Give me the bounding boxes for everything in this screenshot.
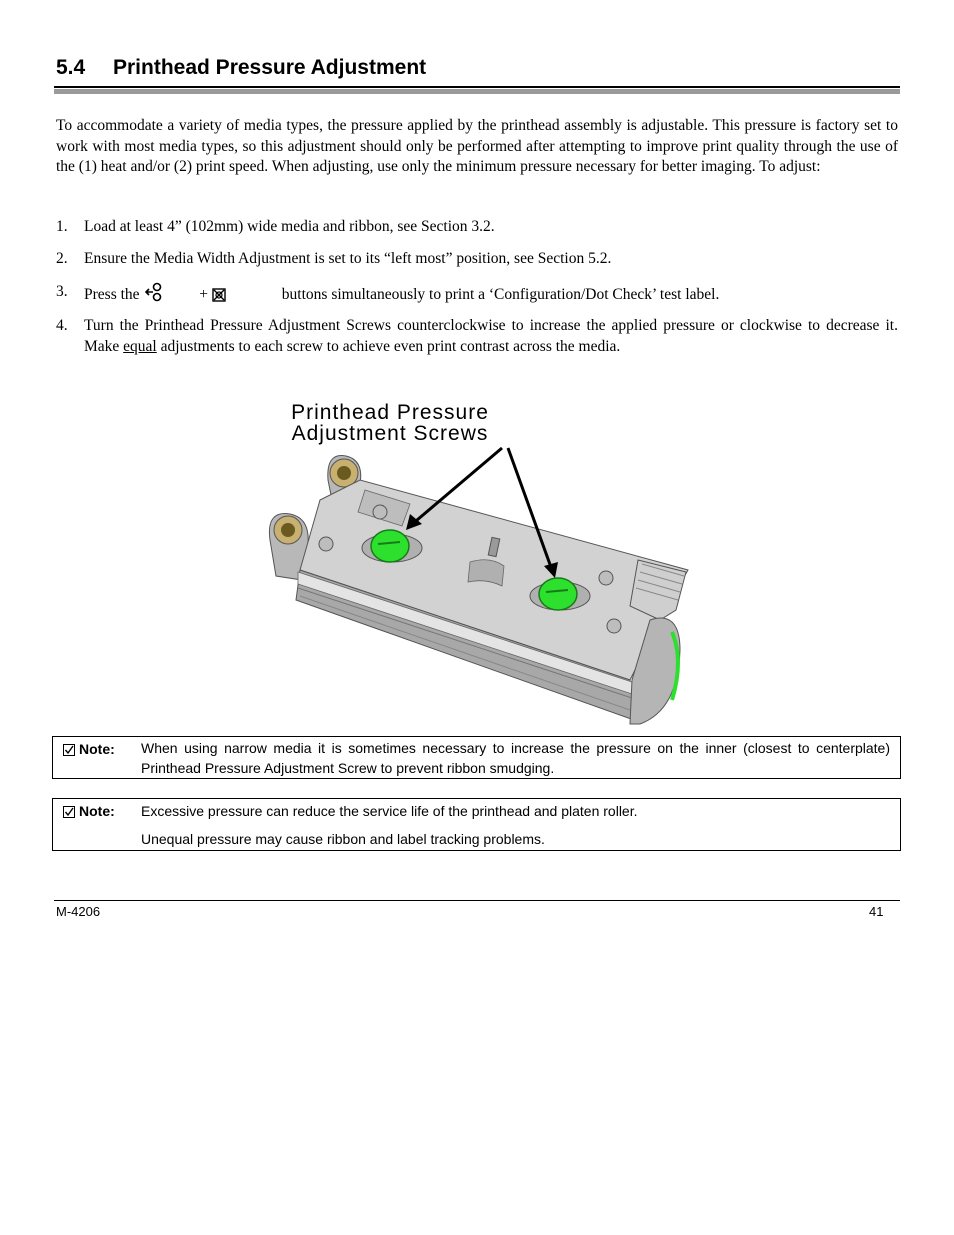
footer-page-number: 41: [869, 904, 884, 919]
footer-doc-id: M-4206: [56, 904, 101, 919]
section-heading: [56, 56, 900, 80]
note-narrow-media: [52, 736, 901, 779]
step-3: 3. Press the + buttons simultaneously to print a ‘Configuration/Dot Check’ test label.: [56, 282, 898, 309]
note-text-2: Unequal pressure may cause ribbon and label tracking problems.: [141, 831, 545, 847]
printhead-figure: [240, 380, 710, 730]
footer-rule: [54, 900, 900, 901]
note-excessive-pressure: [52, 798, 901, 851]
figure-label-line2: Adjustment Screws: [291, 422, 489, 445]
feed-button-icon: [143, 282, 165, 309]
cancel-button-icon: [212, 288, 226, 309]
note-label: Note:: [79, 741, 115, 757]
heading-rule-shadow: [54, 89, 900, 94]
heading-rule: [54, 86, 900, 88]
figure-label-line1: Printhead Pressure: [291, 401, 489, 424]
intro-paragraph: To accommodate a variety of media types, the pressure applied by the printhead assembly is adjustable. This pressure is factory set to work with most media types, so this adjustment should only be performed after attempting to improve print quality through the use of the (1) heat and/or (2) print speed. When adjusting, use only the minimum pressure necessary for better imaging. To adjust:: [56, 117, 898, 175]
checkbox-icon: [63, 741, 75, 761]
note-label: Note:: [79, 803, 115, 819]
printhead-body: [296, 480, 688, 720]
section-title: Printhead Pressure Adjustment: [113, 56, 427, 79]
section-number: 5.4: [56, 56, 86, 79]
step-2: 2. Ensure the Media Width Adjustment is set to its “left most” position, see Section 5.2.: [56, 250, 612, 267]
step-1: 1. Load at least 4” (102mm) wide media and ribbon, see Section 3.2.: [56, 218, 495, 235]
checkbox-icon: [63, 803, 75, 823]
note-text-1: Excessive pressure can reduce the service life of the printhead and platen roller.: [141, 803, 638, 819]
step-4: 4. Turn the Printhead Pressure Adjustment Screws counterclockwise to increase the applied pressure or clockwise to decrease it. Make equal adjustments to each screw to achieve even print contrast across the media.: [56, 317, 898, 355]
note-text: When using narrow media it is sometimes necessary to increase the pressure on the inner (closest to centerplate) Printhead Pressure Adjustment Screw to prevent ribbon smudging.: [141, 740, 890, 776]
